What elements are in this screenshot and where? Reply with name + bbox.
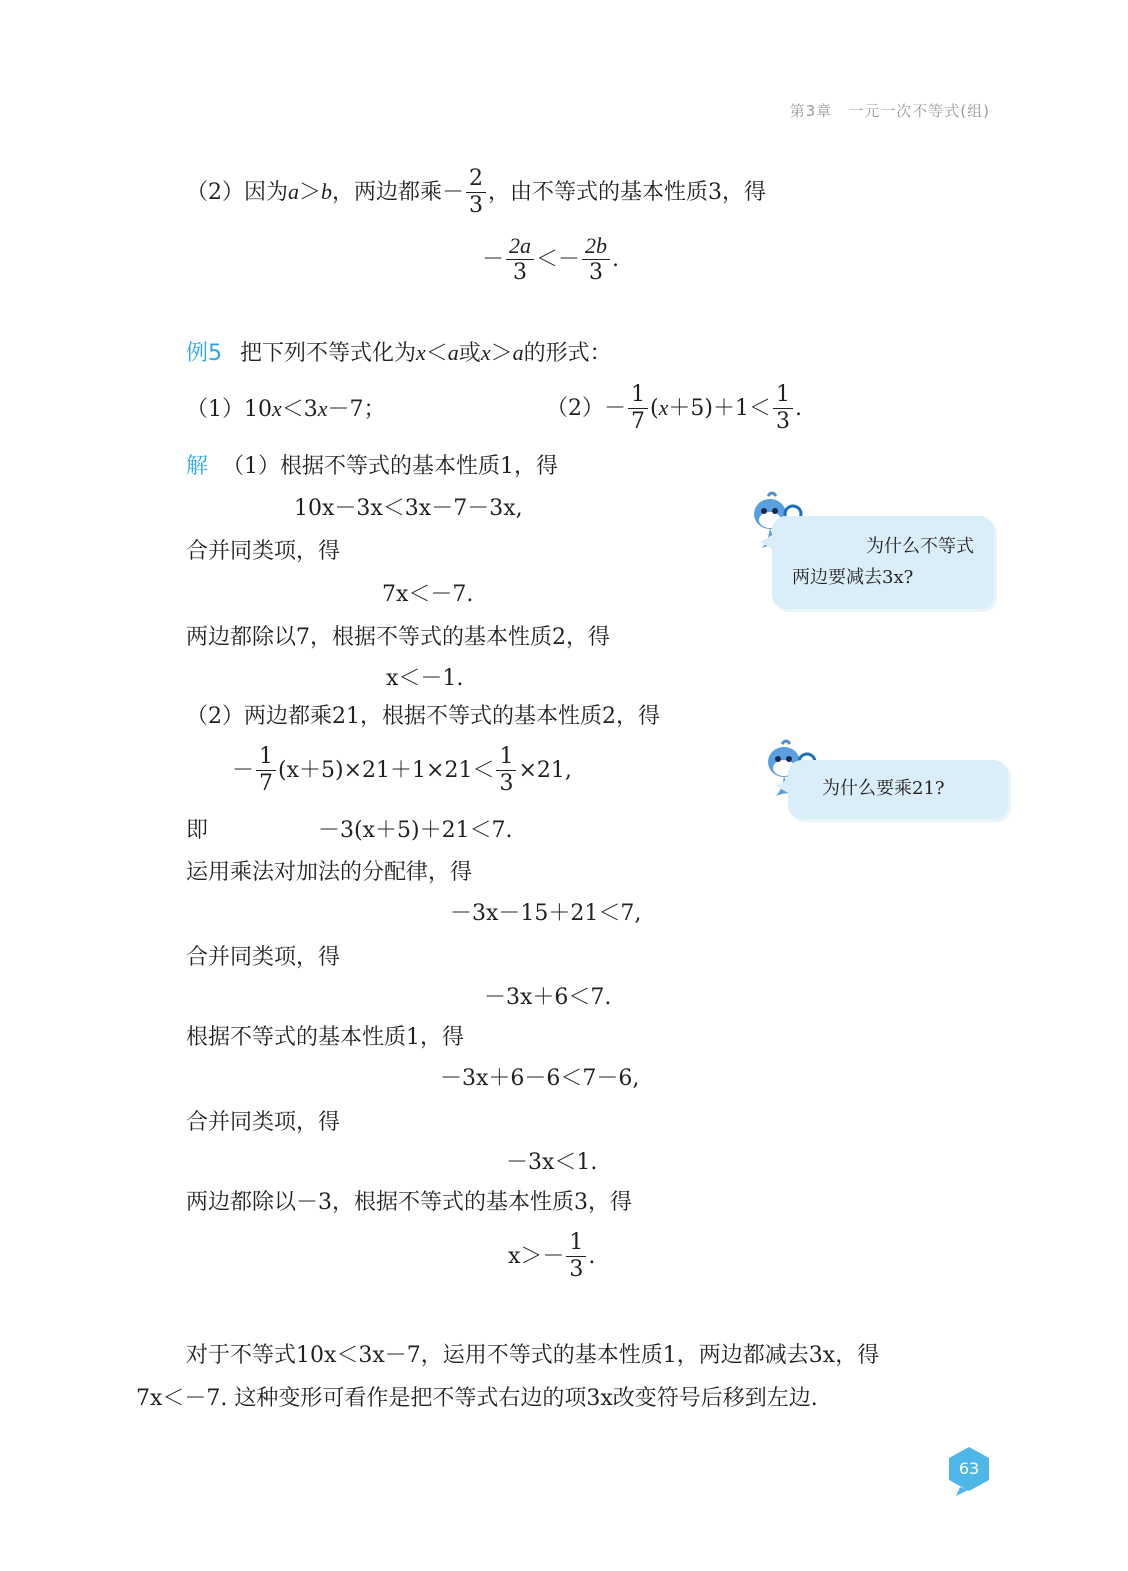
fraction bbox=[506, 233, 534, 287]
text: ( bbox=[650, 395, 659, 421]
minus: － bbox=[482, 246, 505, 272]
example-5-heading bbox=[186, 342, 612, 365]
text-line: 合并同类项，得 bbox=[186, 1110, 341, 1135]
equation-result bbox=[508, 1230, 595, 1284]
text-line: （2）两边都乘21，根据不等式的基本性质2，得 bbox=[186, 704, 660, 729]
denominator: 3 bbox=[569, 1257, 584, 1283]
denominator: 3 bbox=[469, 193, 484, 219]
denominator: 7 bbox=[631, 409, 645, 435]
fraction bbox=[466, 166, 486, 220]
page-number: 63 bbox=[958, 1459, 980, 1478]
problem-1 bbox=[186, 398, 386, 421]
text: x＞－ bbox=[508, 1243, 565, 1269]
text: ＋5)＋1＜ bbox=[668, 395, 771, 421]
denominator: 3 bbox=[513, 260, 528, 286]
text-line: 两边都除以7，根据不等式的基本性质2，得 bbox=[186, 625, 610, 650]
text: 的形式： bbox=[523, 341, 612, 366]
numerator: 1 bbox=[496, 744, 516, 771]
text: （1）10 bbox=[186, 397, 272, 422]
text: . bbox=[794, 395, 802, 421]
var-x: x bbox=[480, 340, 491, 365]
lt-sign: ＜ bbox=[425, 341, 448, 366]
question-bubble-1 bbox=[772, 516, 994, 609]
equation: －3x＋6＜7. bbox=[484, 985, 612, 1010]
equation: －3(x＋5)＋21＜7. bbox=[318, 818, 513, 843]
var-a: a bbox=[512, 340, 524, 365]
minus: － bbox=[232, 757, 255, 783]
numerator: 2 bbox=[466, 166, 486, 193]
text-line: 合并同类项，得 bbox=[186, 539, 341, 564]
gt-sign: ＞ bbox=[299, 179, 322, 205]
text: （1）根据不等式的基本性质1，得 bbox=[222, 454, 559, 479]
var-x: x bbox=[317, 396, 328, 421]
text: ＜3 bbox=[281, 397, 318, 422]
numerator: 1 bbox=[773, 382, 793, 409]
bubble-line: 为什么要乘21? bbox=[822, 778, 945, 799]
text: (x＋5)×21＋1×21＜ bbox=[278, 757, 495, 783]
fraction bbox=[496, 744, 516, 798]
page-number-badge bbox=[946, 1446, 992, 1492]
problem-2 bbox=[546, 382, 802, 436]
text: ，由不等式的基本性质3，得 bbox=[488, 179, 767, 205]
var-b: b bbox=[321, 178, 333, 204]
text-line: 合并同类项，得 bbox=[186, 945, 341, 970]
text-line: 运用乘法对加法的分配律，得 bbox=[186, 860, 473, 885]
closing-line-2: 7x＜－7. 这种变形可看作是把不等式右边的项3x改变符号后移到左边. bbox=[136, 1386, 818, 1411]
var-x: x bbox=[272, 396, 282, 421]
question-bubble-2 bbox=[788, 760, 1008, 819]
text: （2）因为 bbox=[186, 179, 288, 205]
text: 把下列不等式化为 bbox=[240, 341, 417, 366]
text-line: 两边都除以－3，根据不等式的基本性质3，得 bbox=[186, 1190, 632, 1215]
bubble-line: 为什么不等式 bbox=[866, 536, 974, 557]
denominator: 7 bbox=[259, 771, 274, 797]
text: ，两边都乘－ bbox=[332, 179, 465, 205]
numerator: 1 bbox=[566, 1230, 586, 1257]
equation: 10x－3x＜3x－7－3x, bbox=[294, 496, 523, 521]
denominator: 3 bbox=[499, 771, 514, 797]
fraction bbox=[566, 1230, 586, 1284]
equation: 7x＜－7. bbox=[382, 582, 474, 607]
text: －7； bbox=[327, 397, 386, 422]
numerator: 2a bbox=[506, 233, 534, 260]
gt-sign: ＞ bbox=[490, 341, 513, 366]
numerator: 2b bbox=[582, 233, 610, 260]
equation: －3x＜1. bbox=[506, 1150, 598, 1175]
fraction bbox=[256, 744, 276, 798]
text: 或 bbox=[458, 341, 481, 366]
var-x: x bbox=[658, 394, 669, 420]
denominator: 3 bbox=[775, 409, 790, 435]
fraction bbox=[582, 233, 610, 287]
fraction bbox=[628, 382, 648, 436]
text-line: 即 bbox=[186, 818, 209, 843]
text-line: 根据不等式的基本性质1，得 bbox=[186, 1025, 464, 1050]
lt-sign: ＜－ bbox=[536, 246, 581, 272]
example-label: 例5 bbox=[186, 341, 222, 366]
step-2-line bbox=[186, 166, 766, 220]
running-header: 第3章 一元一次不等式(组) bbox=[789, 102, 990, 120]
equation-multiply-21 bbox=[232, 744, 572, 798]
fraction bbox=[773, 382, 793, 436]
equation-neg-fractions bbox=[482, 233, 619, 287]
var-a: a bbox=[447, 340, 459, 365]
period: . bbox=[588, 1243, 596, 1269]
solution-line-1 bbox=[186, 456, 558, 478]
period: . bbox=[612, 246, 620, 272]
equation: x＜－1. bbox=[386, 666, 464, 691]
equation: －3x＋6－6＜7－6, bbox=[440, 1066, 640, 1091]
var-a: a bbox=[288, 178, 299, 204]
text: （2）－ bbox=[546, 395, 626, 421]
bubble-line: 两边要减去3x? bbox=[792, 566, 914, 588]
denominator: 3 bbox=[589, 260, 604, 286]
numerator: 1 bbox=[256, 744, 276, 771]
closing-line-1: 对于不等式10x＜3x－7，运用不等式的基本性质1，两边都减去3x，得 bbox=[186, 1343, 880, 1368]
numerator: 1 bbox=[628, 382, 648, 409]
equation: －3x－15＋21＜7, bbox=[450, 901, 642, 926]
text: ×21, bbox=[518, 757, 572, 783]
solution-label: 解 bbox=[186, 454, 209, 479]
var-x: x bbox=[416, 340, 426, 365]
